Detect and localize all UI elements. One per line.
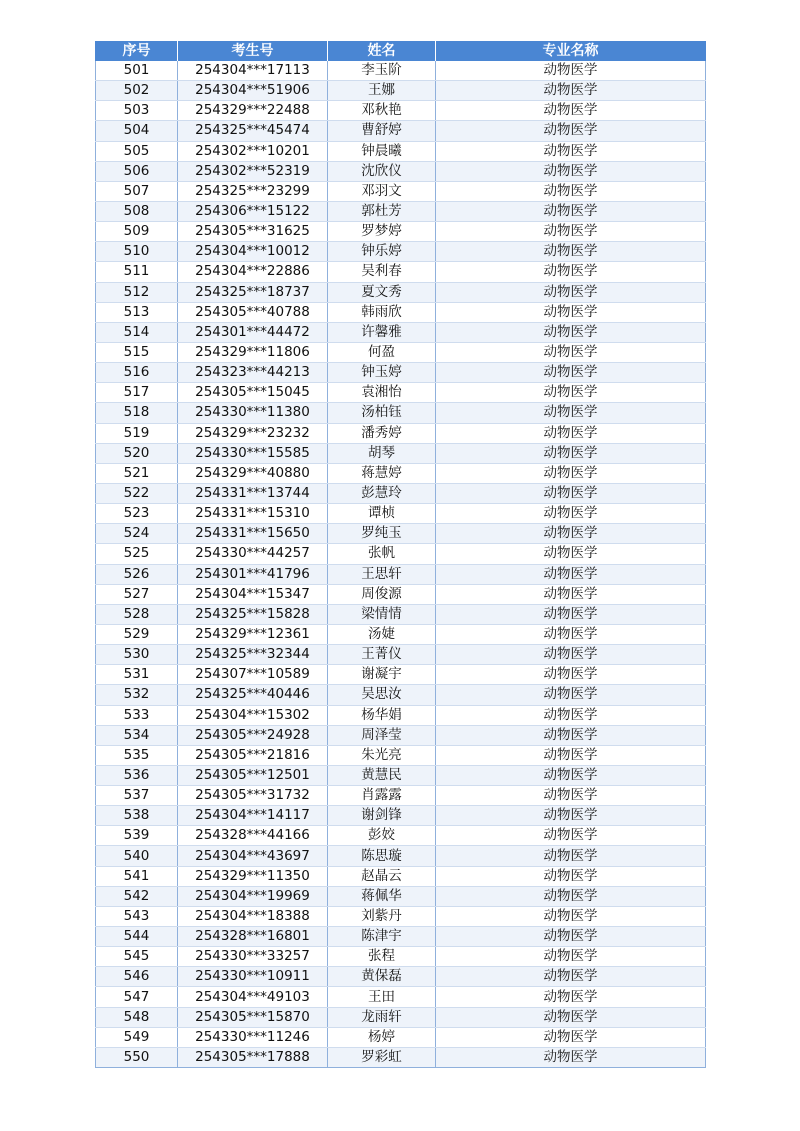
cell-name: 王田 — [328, 987, 436, 1007]
cell-name: 胡琴 — [328, 443, 436, 463]
cell-name: 梁情情 — [328, 604, 436, 624]
cell-name: 罗彩虹 — [328, 1047, 436, 1067]
cell-candidate-id: 254329***11350 — [178, 866, 328, 886]
cell-candidate-id: 254328***16801 — [178, 927, 328, 947]
cell-serial-number: 512 — [96, 282, 178, 302]
cell-name: 郭杜芳 — [328, 201, 436, 221]
table-row — [96, 363, 706, 383]
cell-name: 邓羽文 — [328, 181, 436, 201]
cell-serial-number: 502 — [96, 81, 178, 101]
table-row — [96, 282, 706, 302]
cell-candidate-id: 254301***41796 — [178, 564, 328, 584]
table-row — [96, 101, 706, 121]
cell-serial-number: 535 — [96, 745, 178, 765]
cell-major: 动物医学 — [436, 564, 706, 584]
cell-name: 蒋佩华 — [328, 886, 436, 906]
cell-candidate-id: 254330***10911 — [178, 967, 328, 987]
cell-name: 陈思璇 — [328, 846, 436, 866]
cell-major: 动物医学 — [436, 222, 706, 242]
cell-serial-number: 519 — [96, 423, 178, 443]
table-row — [96, 403, 706, 423]
cell-major: 动物医学 — [436, 927, 706, 947]
cell-name: 钟玉婷 — [328, 363, 436, 383]
cell-candidate-id: 254328***44166 — [178, 826, 328, 846]
cell-serial-number: 537 — [96, 786, 178, 806]
cell-major: 动物医学 — [436, 725, 706, 745]
table-row — [96, 685, 706, 705]
cell-serial-number: 547 — [96, 987, 178, 1007]
cell-serial-number: 544 — [96, 927, 178, 947]
table-row — [96, 564, 706, 584]
cell-candidate-id: 254330***11246 — [178, 1027, 328, 1047]
cell-serial-number: 515 — [96, 342, 178, 362]
table-row — [96, 504, 706, 524]
cell-candidate-id: 254305***31625 — [178, 222, 328, 242]
cell-candidate-id: 254304***43697 — [178, 846, 328, 866]
table-row — [96, 141, 706, 161]
cell-serial-number: 529 — [96, 624, 178, 644]
cell-serial-number: 516 — [96, 363, 178, 383]
cell-candidate-id: 254330***44257 — [178, 544, 328, 564]
cell-major: 动物医学 — [436, 524, 706, 544]
table-row — [96, 927, 706, 947]
cell-name: 杨华娟 — [328, 705, 436, 725]
cell-candidate-id: 254304***10012 — [178, 242, 328, 262]
table-row — [96, 725, 706, 745]
cell-major: 动物医学 — [436, 363, 706, 383]
table-row — [96, 463, 706, 483]
cell-candidate-id: 254301***44472 — [178, 322, 328, 342]
cell-major: 动物医学 — [436, 403, 706, 423]
cell-major: 动物医学 — [436, 987, 706, 1007]
header-candidate-id: 考生号 — [178, 41, 328, 61]
cell-major: 动物医学 — [436, 383, 706, 403]
cell-serial-number: 520 — [96, 443, 178, 463]
cell-major: 动物医学 — [436, 1047, 706, 1067]
cell-major: 动物医学 — [436, 201, 706, 221]
header-name: 姓名 — [328, 41, 436, 61]
cell-name: 刘紫丹 — [328, 906, 436, 926]
cell-major: 动物医学 — [436, 302, 706, 322]
cell-serial-number: 538 — [96, 806, 178, 826]
cell-major: 动物医学 — [436, 685, 706, 705]
table-row — [96, 1047, 706, 1067]
cell-candidate-id: 254330***33257 — [178, 947, 328, 967]
cell-major: 动物医学 — [436, 947, 706, 967]
table-header — [96, 41, 706, 61]
cell-candidate-id: 254305***15045 — [178, 383, 328, 403]
cell-candidate-id: 254305***24928 — [178, 725, 328, 745]
table-row — [96, 322, 706, 342]
cell-major: 动物医学 — [436, 463, 706, 483]
table-row — [96, 181, 706, 201]
table-row — [96, 806, 706, 826]
table-body — [96, 61, 706, 1068]
cell-name: 黄保磊 — [328, 967, 436, 987]
cell-major: 动物医学 — [436, 846, 706, 866]
cell-serial-number: 514 — [96, 322, 178, 342]
cell-major: 动物医学 — [436, 624, 706, 644]
cell-serial-number: 531 — [96, 665, 178, 685]
admission-list-sheet — [95, 41, 705, 1068]
table-row — [96, 745, 706, 765]
cell-major: 动物医学 — [436, 1007, 706, 1027]
table-row — [96, 121, 706, 141]
cell-serial-number: 549 — [96, 1027, 178, 1047]
cell-major: 动物医学 — [436, 504, 706, 524]
cell-serial-number: 536 — [96, 765, 178, 785]
cell-major: 动物医学 — [436, 1027, 706, 1047]
cell-candidate-id: 254304***15347 — [178, 584, 328, 604]
cell-serial-number: 530 — [96, 645, 178, 665]
header-major: 专业名称 — [436, 41, 706, 61]
cell-name: 彭慧玲 — [328, 483, 436, 503]
cell-candidate-id: 254325***32344 — [178, 645, 328, 665]
table-row — [96, 342, 706, 362]
cell-name: 周泽莹 — [328, 725, 436, 745]
cell-name: 罗纯玉 — [328, 524, 436, 544]
cell-candidate-id: 254331***15650 — [178, 524, 328, 544]
cell-name: 李玉阶 — [328, 61, 436, 81]
cell-candidate-id: 254329***11806 — [178, 342, 328, 362]
cell-name: 朱光亮 — [328, 745, 436, 765]
cell-name: 许馨雅 — [328, 322, 436, 342]
table-row — [96, 61, 706, 81]
cell-major: 动物医学 — [436, 61, 706, 81]
table-row — [96, 906, 706, 926]
cell-major: 动物医学 — [436, 121, 706, 141]
cell-name: 赵晶云 — [328, 866, 436, 886]
table-row — [96, 967, 706, 987]
cell-serial-number: 518 — [96, 403, 178, 423]
cell-candidate-id: 254305***31732 — [178, 786, 328, 806]
table-row — [96, 947, 706, 967]
table-row — [96, 1007, 706, 1027]
table-row — [96, 242, 706, 262]
cell-serial-number: 526 — [96, 564, 178, 584]
cell-serial-number: 522 — [96, 483, 178, 503]
cell-name: 谭桢 — [328, 504, 436, 524]
cell-serial-number: 503 — [96, 101, 178, 121]
cell-candidate-id: 254306***15122 — [178, 201, 328, 221]
cell-name: 袁湘怡 — [328, 383, 436, 403]
cell-candidate-id: 254304***15302 — [178, 705, 328, 725]
cell-name: 邓秋艳 — [328, 101, 436, 121]
cell-name: 罗梦婷 — [328, 222, 436, 242]
cell-major: 动物医学 — [436, 665, 706, 685]
cell-major: 动物医学 — [436, 181, 706, 201]
cell-name: 王娜 — [328, 81, 436, 101]
cell-candidate-id: 254325***40446 — [178, 685, 328, 705]
table-row — [96, 222, 706, 242]
table-row — [96, 866, 706, 886]
cell-candidate-id: 254304***17113 — [178, 61, 328, 81]
cell-major: 动物医学 — [436, 161, 706, 181]
cell-candidate-id: 254307***10589 — [178, 665, 328, 685]
cell-candidate-id: 254305***21816 — [178, 745, 328, 765]
cell-candidate-id: 254331***15310 — [178, 504, 328, 524]
cell-name: 韩雨欣 — [328, 302, 436, 322]
table-row — [96, 1027, 706, 1047]
cell-name: 沈欣仪 — [328, 161, 436, 181]
cell-serial-number: 504 — [96, 121, 178, 141]
cell-major: 动物医学 — [436, 886, 706, 906]
cell-name: 汤柏钰 — [328, 403, 436, 423]
table-row — [96, 161, 706, 181]
cell-serial-number: 543 — [96, 906, 178, 926]
table-row — [96, 665, 706, 685]
cell-candidate-id: 254329***22488 — [178, 101, 328, 121]
table-row — [96, 302, 706, 322]
cell-candidate-id: 254304***18388 — [178, 906, 328, 926]
table-row — [96, 886, 706, 906]
cell-candidate-id: 254329***40880 — [178, 463, 328, 483]
table-row — [96, 483, 706, 503]
cell-name: 曹舒婷 — [328, 121, 436, 141]
cell-candidate-id: 254304***22886 — [178, 262, 328, 282]
table-row — [96, 383, 706, 403]
cell-serial-number: 505 — [96, 141, 178, 161]
cell-serial-number: 545 — [96, 947, 178, 967]
cell-major: 动物医学 — [436, 483, 706, 503]
cell-name: 钟晨曦 — [328, 141, 436, 161]
table-row — [96, 786, 706, 806]
cell-serial-number: 527 — [96, 584, 178, 604]
cell-candidate-id: 254329***23232 — [178, 423, 328, 443]
cell-serial-number: 550 — [96, 1047, 178, 1067]
table-row — [96, 705, 706, 725]
cell-serial-number: 521 — [96, 463, 178, 483]
cell-major: 动物医学 — [436, 866, 706, 886]
cell-name: 何盈 — [328, 342, 436, 362]
cell-major: 动物医学 — [436, 765, 706, 785]
header-serial-number: 序号 — [96, 41, 178, 61]
cell-serial-number: 546 — [96, 967, 178, 987]
cell-name: 王菁仪 — [328, 645, 436, 665]
table-row — [96, 544, 706, 564]
cell-candidate-id: 254329***12361 — [178, 624, 328, 644]
cell-major: 动物医学 — [436, 342, 706, 362]
cell-candidate-id: 254305***15870 — [178, 1007, 328, 1027]
table-row — [96, 987, 706, 1007]
table-row — [96, 826, 706, 846]
cell-serial-number: 532 — [96, 685, 178, 705]
cell-serial-number: 509 — [96, 222, 178, 242]
cell-candidate-id: 254305***12501 — [178, 765, 328, 785]
cell-candidate-id: 254305***40788 — [178, 302, 328, 322]
cell-major: 动物医学 — [436, 745, 706, 765]
cell-name: 吴利春 — [328, 262, 436, 282]
cell-name: 谢剑锋 — [328, 806, 436, 826]
cell-candidate-id: 254304***19969 — [178, 886, 328, 906]
cell-major: 动物医学 — [436, 322, 706, 342]
cell-name: 王思轩 — [328, 564, 436, 584]
cell-serial-number: 534 — [96, 725, 178, 745]
cell-name: 潘秀婷 — [328, 423, 436, 443]
cell-name: 钟乐婷 — [328, 242, 436, 262]
cell-candidate-id: 254302***10201 — [178, 141, 328, 161]
cell-name: 周俊源 — [328, 584, 436, 604]
cell-major: 动物医学 — [436, 786, 706, 806]
cell-name: 杨婷 — [328, 1027, 436, 1047]
cell-serial-number: 525 — [96, 544, 178, 564]
cell-serial-number: 542 — [96, 886, 178, 906]
cell-name: 汤婕 — [328, 624, 436, 644]
cell-candidate-id: 254304***49103 — [178, 987, 328, 1007]
cell-major: 动物医学 — [436, 141, 706, 161]
cell-major: 动物医学 — [436, 282, 706, 302]
cell-serial-number: 548 — [96, 1007, 178, 1027]
cell-serial-number: 510 — [96, 242, 178, 262]
cell-candidate-id: 254305***17888 — [178, 1047, 328, 1067]
cell-name: 黄慧民 — [328, 765, 436, 785]
table-row — [96, 846, 706, 866]
cell-serial-number: 507 — [96, 181, 178, 201]
cell-major: 动物医学 — [436, 826, 706, 846]
cell-serial-number: 508 — [96, 201, 178, 221]
cell-serial-number: 506 — [96, 161, 178, 181]
table-row — [96, 423, 706, 443]
table-row — [96, 201, 706, 221]
cell-candidate-id: 254323***44213 — [178, 363, 328, 383]
cell-major: 动物医学 — [436, 967, 706, 987]
cell-candidate-id: 254325***18737 — [178, 282, 328, 302]
cell-serial-number: 501 — [96, 61, 178, 81]
cell-major: 动物医学 — [436, 101, 706, 121]
cell-serial-number: 528 — [96, 604, 178, 624]
cell-candidate-id: 254331***13744 — [178, 483, 328, 503]
cell-serial-number: 517 — [96, 383, 178, 403]
table-row — [96, 262, 706, 282]
table-row — [96, 624, 706, 644]
cell-name: 彭姣 — [328, 826, 436, 846]
cell-major: 动物医学 — [436, 242, 706, 262]
cell-major: 动物医学 — [436, 806, 706, 826]
cell-serial-number: 511 — [96, 262, 178, 282]
cell-major: 动物医学 — [436, 604, 706, 624]
cell-serial-number: 539 — [96, 826, 178, 846]
cell-major: 动物医学 — [436, 443, 706, 463]
cell-serial-number: 540 — [96, 846, 178, 866]
cell-name: 谢凝宇 — [328, 665, 436, 685]
header-row — [96, 41, 706, 61]
cell-candidate-id: 254304***14117 — [178, 806, 328, 826]
cell-name: 龙雨轩 — [328, 1007, 436, 1027]
cell-serial-number: 541 — [96, 866, 178, 886]
cell-name: 张程 — [328, 947, 436, 967]
cell-candidate-id: 254325***23299 — [178, 181, 328, 201]
cell-major: 动物医学 — [436, 906, 706, 926]
cell-candidate-id: 254304***51906 — [178, 81, 328, 101]
cell-candidate-id: 254330***11380 — [178, 403, 328, 423]
cell-serial-number: 524 — [96, 524, 178, 544]
table-row — [96, 604, 706, 624]
cell-serial-number: 523 — [96, 504, 178, 524]
cell-name: 蒋慧婷 — [328, 463, 436, 483]
cell-candidate-id: 254325***15828 — [178, 604, 328, 624]
cell-name: 夏文秀 — [328, 282, 436, 302]
table-row — [96, 524, 706, 544]
cell-major: 动物医学 — [436, 423, 706, 443]
cell-candidate-id: 254330***15585 — [178, 443, 328, 463]
table-row — [96, 443, 706, 463]
table-row — [96, 81, 706, 101]
cell-name: 张帆 — [328, 544, 436, 564]
cell-major: 动物医学 — [436, 81, 706, 101]
cell-candidate-id: 254325***45474 — [178, 121, 328, 141]
cell-major: 动物医学 — [436, 705, 706, 725]
admission-table — [95, 41, 706, 1068]
table-row — [96, 765, 706, 785]
cell-name: 陈津宇 — [328, 927, 436, 947]
table-row — [96, 645, 706, 665]
cell-name: 肖露露 — [328, 786, 436, 806]
cell-major: 动物医学 — [436, 544, 706, 564]
table-row — [96, 584, 706, 604]
cell-major: 动物医学 — [436, 262, 706, 282]
cell-major: 动物医学 — [436, 645, 706, 665]
cell-candidate-id: 254302***52319 — [178, 161, 328, 181]
cell-major: 动物医学 — [436, 584, 706, 604]
cell-serial-number: 513 — [96, 302, 178, 322]
cell-serial-number: 533 — [96, 705, 178, 725]
cell-name: 吴思汝 — [328, 685, 436, 705]
